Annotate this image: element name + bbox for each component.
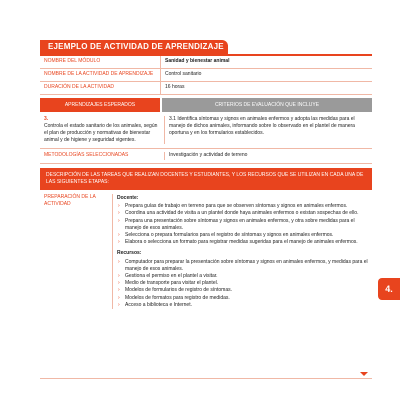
criteria-header: CRITERIOS DE EVALUACIÓN QUE INCLUYE	[162, 98, 372, 112]
activity-page	[40, 40, 372, 309]
stage-label: PREPARACIÓN DE LA ACTIVIDAD	[44, 194, 96, 208]
continue-arrow-icon	[360, 372, 368, 376]
list-item: › Computador para preparar la presentación sobre síntomas y signos en animales enfermos, y medidas para el manejo de esos animales.	[117, 259, 368, 273]
list-item: › Gestiona el permiso en el plantel a visitar.	[117, 273, 368, 280]
learning-cell	[40, 116, 164, 144]
meta-table	[40, 56, 372, 95]
learning-number: 3.	[44, 116, 49, 122]
meta-value: Control sanitario	[161, 69, 373, 82]
meta-label: NOMBRE DE LA ACTIVIDAD DE APRENDIZAJE	[40, 69, 161, 82]
list-item: › Elabora o selecciona un formato para registrar medidas sugeridas para el manejo de animales enfermos.	[117, 239, 368, 246]
meta-label: NOMBRE DEL MÓDULO	[40, 56, 161, 69]
criteria-text: 3.1 Identifica síntomas y signos en animales enfermos y adopta las medidas para el manejo de dichos animales, informando sobre lo observado en el plantel de manera oportuna y en los formularios establecidos.	[164, 116, 372, 144]
list-item: › Medio de transporte para visitar el plantel.	[117, 280, 368, 287]
meta-row	[40, 82, 372, 95]
learning-header: APRENDIZAJES ESPERADOS	[40, 98, 160, 112]
learning-row	[40, 112, 372, 149]
meta-row	[40, 69, 372, 82]
description-banner: DESCRIPCIÓN DE LAS TAREAS QUE REALIZAN DOCENTES Y ESTUDIANTES, Y LOS RECURSOS QUE SE UTILIZAN EN CADA UNA DE LAS SIGUIENTES ETAPAS:	[40, 168, 372, 190]
meta-row	[40, 56, 372, 69]
meta-label: DURACIÓN DE LA ACTIVIDAD	[40, 82, 161, 95]
stage-content	[112, 194, 372, 309]
meta-value: 16 horas	[161, 82, 373, 95]
meta-value: Sanidad y bienestar animal	[161, 56, 373, 69]
list-item: › Coordina una actividad de visita a un plantel donde haya animales enfermos o existan sospechas de ello.	[117, 210, 368, 217]
bottom-divider	[40, 378, 372, 379]
recursos-label: Recursos:	[117, 250, 142, 257]
list-item: › Acceso a biblioteca e Internet.	[117, 302, 368, 309]
list-item: › Modelos de formularios de registro de síntomas.	[117, 287, 368, 294]
section-headers	[40, 98, 372, 112]
list-item: › Prepara una presentación sobre síntomas y signos en animales enfermos, y otra sobre medidas para el manejo de esos animales.	[117, 218, 368, 232]
methodology-label: METODOLOGÍAS SELECCIONADAS	[44, 152, 129, 158]
list-item: › Selecciona o prepara formularios para el registro de síntomas y signos en animales enfermos.	[117, 232, 368, 239]
stage-section	[40, 190, 372, 309]
methodology-row	[40, 149, 372, 164]
chapter-tab: 4.	[378, 278, 400, 300]
docente-label: Docente:	[117, 195, 139, 201]
learning-text: Controla el estado sanitario de los animales, según el plan de producción y normativas de bienestar animal y de higiene y seguridad vigentes.	[44, 123, 158, 143]
page-title: EJEMPLO DE ACTIVIDAD DE APRENDIZAJE	[40, 40, 228, 54]
methodology-value: Investigación y actividad de terreno	[164, 152, 372, 160]
list-item: › Modelos de formatos para registro de medidas.	[117, 295, 368, 302]
list-item: › Prepara guías de trabajo en terreno para que se observen síntomas y signos en animales enfermos.	[117, 203, 368, 210]
